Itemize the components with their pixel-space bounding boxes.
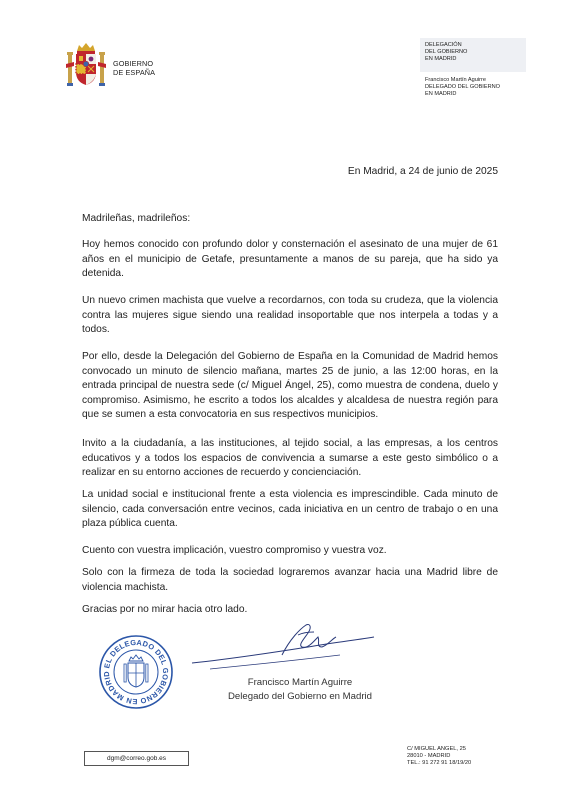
signer-name: Francisco Martín Aguirre — [247, 677, 353, 688]
header-signer: Francisco Martín Aguirre DELEGADO DEL GOBIERNO EN MADRID — [425, 77, 501, 97]
paragraph-4: Invito a la ciudadanía, a las instituciones, al tejido social, a las empresas, a los centros educativos y a todos los espacios de convivencia a sumarse a este gesto simbólico o a realizar en su entorno acciones de recuerdo y concienciación. — [82, 438, 498, 479]
letter-date: En Madrid, a 24 de junio de 2025 — [347, 166, 498, 177]
handwritten-signature — [190, 615, 380, 675]
government-name: GOBIERNO DE ESPAÑA — [113, 59, 156, 77]
paragraph-7: Solo con la firmeza de toda la sociedad lograremos avanzar hacia una Madrid libre de violencia machista. — [82, 567, 498, 593]
paragraph-3: Por ello, desde la Delegación del Gobierno de España en la Comunidad de Madrid hemos convocado un minuto de silencio mañana, martes 25 de junio, a las 12:00 horas, en la entrada principal de nuestra sede (c/ Miguel Ángel, 25), como muestra de condena, duelo y compromiso. Asimismo, he escrito a todos los alcaldes y alcaldesa de nuestra región para que se sumen a esta convocatoria en sus respectivos municipios. — [82, 351, 498, 421]
delegation-box — [420, 38, 526, 72]
postal-address: C/ MIGUEL ANGEL, 25 28010 - MADRID TEL.: 91 272 91 18/19/20 — [407, 746, 472, 766]
paragraph-6: Cuento con vuestra implicación, vuestro compromiso y vuestra voz. — [82, 545, 387, 556]
coat-of-arms-icon — [66, 42, 106, 90]
paragraph-1: Hoy hemos conocido con profundo dolor y consternación el asesinato de una mujer de 61 años en el municipio de Getafe, presuntamente a manos de su pareja, que ha sido ya detenida. — [82, 239, 498, 280]
email-address: dgm@correo.gob.es — [84, 751, 189, 766]
paragraph-2: Un nuevo crimen machista que vuelve a recordarnos, con toda su crudeza, que la violencia contra las mujeres sigue siendo una realidad insoportable que nos interpela a todas y a todos. — [82, 295, 498, 336]
paragraph-5: La unidad social e institucional frente a esta violencia es imprescindible. Cada minuto de silencio, cada conversación entre vecinos, cada iniciativa en un centro de trabajo o en una plaza pública cuenta. — [82, 489, 498, 530]
official-seal-icon — [98, 634, 174, 710]
salutation: Madrileñas, madrileños: — [82, 213, 191, 224]
seal-text: EL DELEGADO DEL GOBIERNO EN MADRID — [101, 637, 171, 707]
paragraph-8: Gracias por no mirar hacia otro lado. — [82, 604, 248, 615]
delegation-name: DELEGACIÓN DEL GOBIERNO EN MADRID — [425, 42, 468, 62]
signer-role: Delegado del Gobierno en Madrid — [228, 691, 372, 702]
